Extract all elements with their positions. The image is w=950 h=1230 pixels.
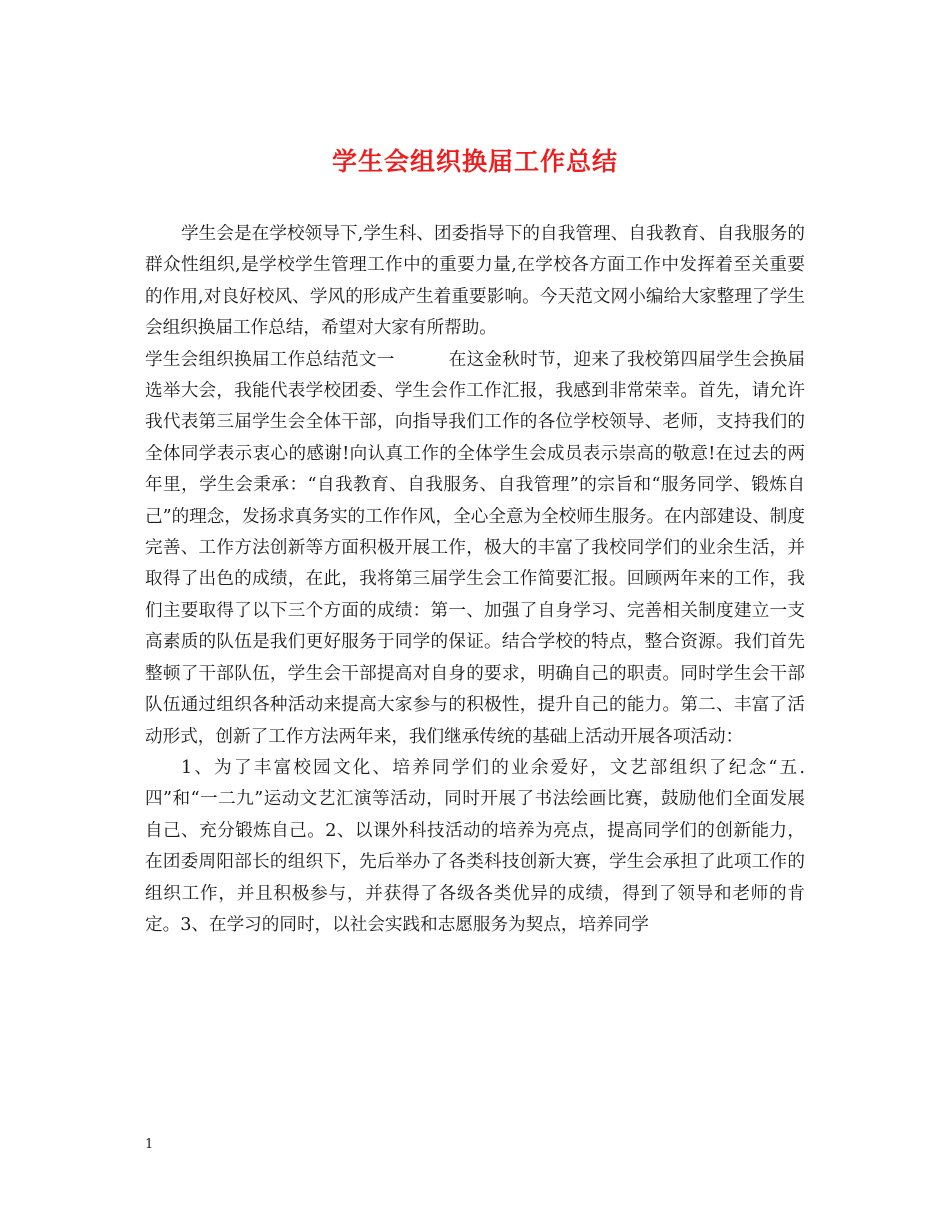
activities-paragraph: 1、为了丰富校园文化、培养同学们的业余爱好，文艺部组织了纪念“五.四”和“一二九”运动文艺汇演等活动，同时开展了书法绘画比赛，鼓励他们全面发展自己、充分锻炼自己。2、以课外科技活动的培养为亮点，提高同学们的创新能力，在团委周阳部长的组织下，先后举办了各类科技创新大赛，学生会承担了此项工作的组织工作，并且积极参与，并获得了各级各类优异的成绩，得到了领导和老师的肯定。3、在学习的同时，以社会实践和志愿服务为契点，培养同学 xyxy=(145,757,805,935)
section-paragraph xyxy=(145,345,805,753)
intro-paragraph: 学生会是在学校领导下,学生科、团委指导下的自我管理、自我教育、自我服务的群众性组织,是学校学生管理工作中的重要力量,在学校各方面工作中发挥着至关重要的作用,对良好校风、学风的形成产生着重要影响。今天范文网小编给大家整理了学生会组织换届工作总结，希望对大家有所帮助。 xyxy=(145,224,805,339)
section-heading: 学生会组织换届工作总结范文一 xyxy=(145,349,395,370)
document-title: 学生会组织换届工作总结 xyxy=(331,147,618,176)
section-body: 在这金秋时节，迎来了我校第四届学生会换届选举大会，我能代表学校团委、学生会作工作汇报，我感到非常荣幸。首先，请允许我代表第三届学生会全体干部，向指导我们工作的各位学校领导、老师，支持我们的全体同学表示衷心的感谢!向认真工作的全体学生会成员表示崇高的敬意!在过去的两年里，学生会秉承：“自我教育、自我服务、自我管理”的宗旨和“服务同学、锻炼自己”的理念，发扬求真务实的工作作风，全心全意为全校师生服务。在内部建设、制度完善、工作方法创新等方面积极开展工作，极大的丰富了我校同学们的业余生活，并取得了出色的成绩，在此，我将第三届学生会工作简要汇报。回顾两年来的工作，我们主要取得了以下三个方面的成绩：第一、加强了自身学习、完善相关制度建立一支高素质的队伍是我们更好服务于同学的保证。结合学校的特点，整合资源。我们首先整顿了干部队伍，学生会干部提高对自身的要求，明确自己的职责。同时学生会干部队伍通过组织各种活动来提高大家参与的积极性，提升自己的能力。第二、丰富了活动形式，创新了工作方法两年来，我们继承传统的基础上活动开展各项活动： xyxy=(145,349,805,747)
page-number: 1 xyxy=(145,1137,154,1152)
document-body xyxy=(145,219,805,941)
